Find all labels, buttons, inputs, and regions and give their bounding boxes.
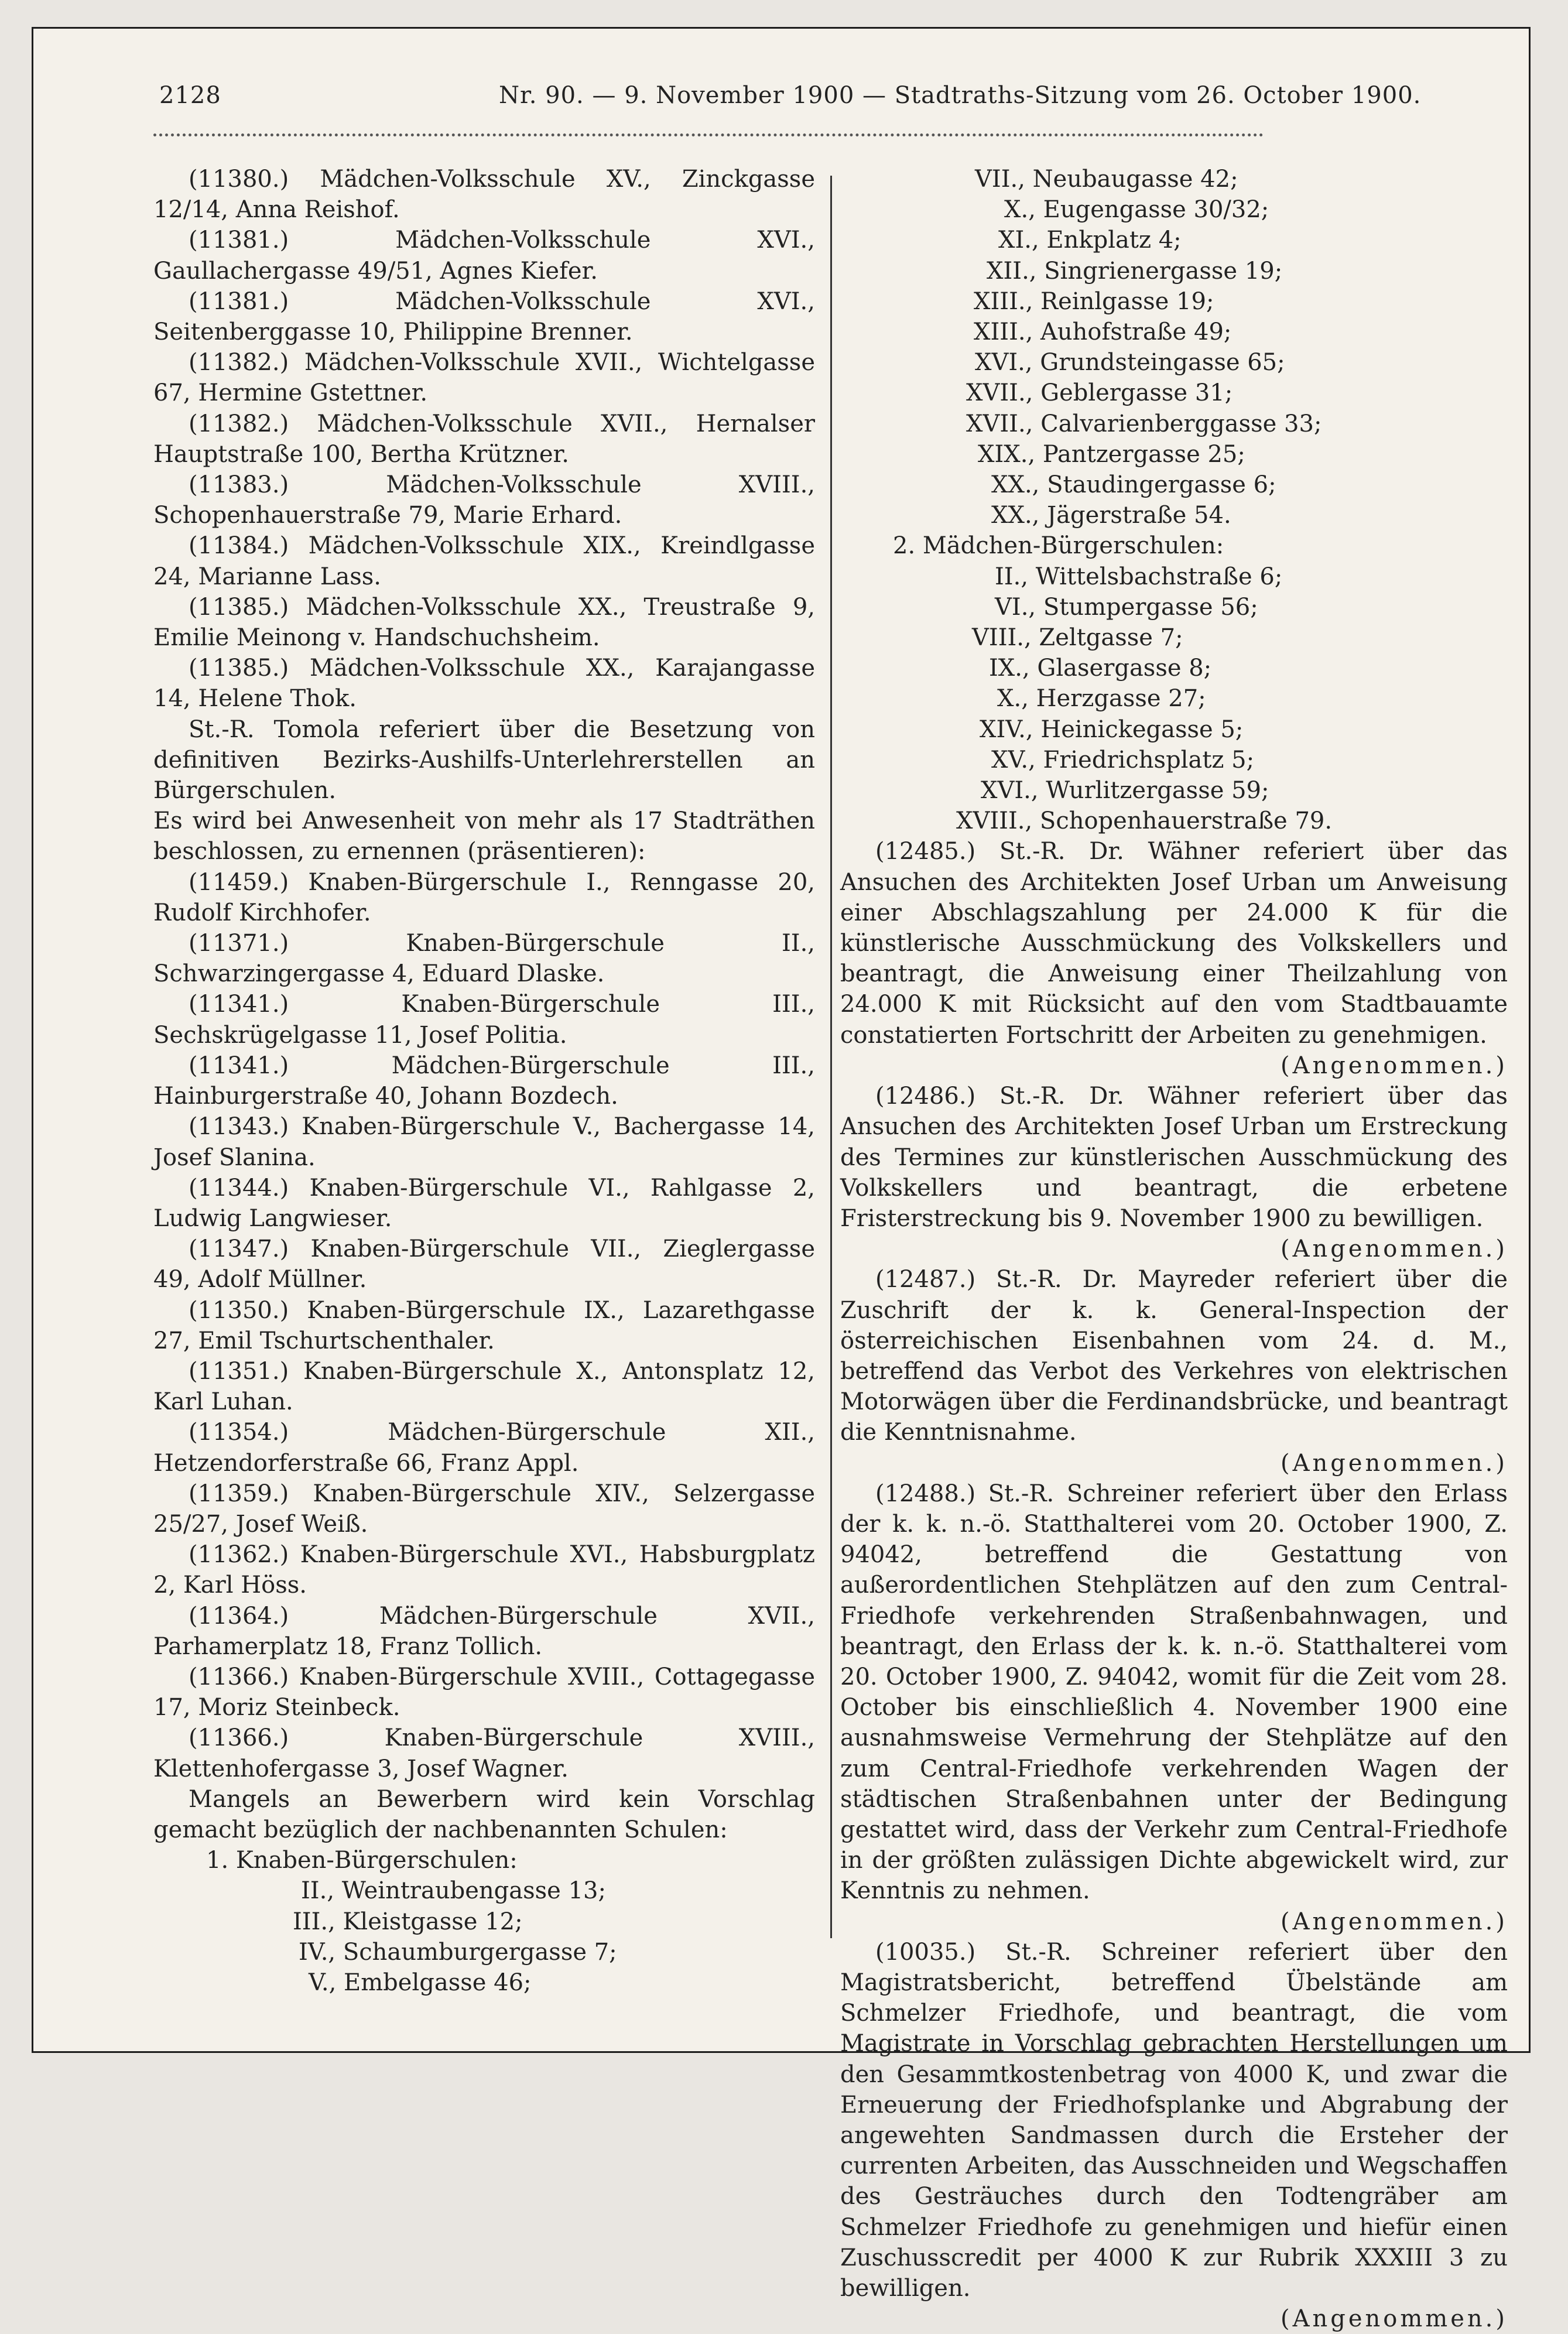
- entry-paragraph: (11341.) Mädchen-Bürgerschule III., Hainburgerstraße 40, Johann Bozdech.: [153, 1052, 815, 1110]
- list-item: XIV., Heinickegasse 5;: [980, 716, 1244, 743]
- column-divider: [830, 176, 832, 1938]
- motion-paragraph: (12486.) St.-R. Dr. Wähner referiert über das Ansuchen des Architekten Josef Urban um Erstreckung des Termines zur künstlerischen Ausschmückung des Volkskellers und beantragt, die erbetene Fristerstreckung bis 9. November 1900 zu bewilligen.: [840, 1083, 1508, 1232]
- list-item: XVIII., Schopenhauerstraße 79.: [956, 807, 1333, 835]
- running-title: Nr. 90. — 9. November 1900 — Stadtraths-Sitzung vom 26. October 1900.: [499, 82, 1422, 109]
- list-item: II., Wittelsbachstraße 6;: [995, 563, 1283, 590]
- entry-paragraph: (11362.) Knaben-Bürgerschule XVI., Habsburgplatz 2, Karl Höss.: [153, 1541, 815, 1599]
- list-item: XX., Staudingergasse 6;: [991, 471, 1276, 499]
- motion-result: (Angenommen.): [1281, 1052, 1508, 1079]
- page-number: 2128: [159, 82, 221, 109]
- motion-result: (Angenommen.): [1281, 1449, 1508, 1477]
- list-item: XVII., Calvarienberggasse 33;: [966, 410, 1322, 437]
- motion-result: (Angenommen.): [1281, 2305, 1508, 2333]
- entry-paragraph: (11371.) Knaben-Bürgerschule II., Schwarzingergasse 4, Eduard Dlaske.: [153, 930, 815, 988]
- list-item: XVII., Geblergasse 31;: [966, 379, 1233, 407]
- page-header: [124, 69, 1422, 110]
- list-item: XVI., Grundsteingasse 65;: [975, 349, 1285, 377]
- list-item: XII., Singrienergasse 19;: [987, 257, 1283, 285]
- entry-paragraph: (11384.) Mädchen-Volksschule XIX., Kreindlgasse 24, Marianne Lass.: [153, 532, 815, 590]
- entry-paragraph: (11343.) Knaben-Bürgerschule V., Bachergasse 14, Josef Slanina.: [153, 1113, 815, 1171]
- list-item: XIII., Reinlgasse 19;: [974, 288, 1214, 315]
- motion-paragraph: (12488.) St.-R. Schreiner referiert über den Erlass der k. k. n.-ö. Statthalterei vom 20. October 1900, Z. 94042, betreffend die Gestattung von außerordentlichen Stehplätzen auf den zum Central-Friedhofe verkehrenden Straßenbahnwagen, und beantragt, den Erlass der k. k. n.-ö. Statthalterei vom 20. October 1900, Z. 94042, womit für die Zeit vom 28. October bis einschließlich 4. November 1900 eine ausnahmsweise Vermehrung der Stehplätze auf den zum Central-Friedhofe verkehrenden Wagen der städtischen Straßenbahnen unter der Bedingung gestattet wird, dass der Verkehr zum Central-Friedhofe in der größten zulässigen Dichte abgewickelt wird, zur Kenntnis zu nehmen.: [840, 1480, 1508, 1905]
- entry-paragraph: (11350.) Knaben-Bürgerschule IX., Lazarethgasse 27, Emil Tschurtschenthaler.: [153, 1296, 815, 1354]
- entry-paragraph: (11385.) Mädchen-Volksschule XX., Karajangasse 14, Helene Thok.: [153, 655, 815, 713]
- entry-paragraph: (11366.) Knaben-Bürgerschule XVIII., Klettenhofergasse 3, Josef Wagner.: [153, 1724, 815, 1782]
- entry-paragraph: Mangels an Bewerbern wird kein Vorschlag gemacht bezüglich der nachbenannten Schulen:: [153, 1785, 815, 1843]
- list-item: VI., Stumpergasse 56;: [995, 593, 1258, 621]
- list-item: XI., Enkplatz 4;: [998, 227, 1182, 254]
- entry-paragraph: (11382.) Mädchen-Volksschule XVII., Wichtelgasse 67, Hermine Gstettner.: [153, 349, 815, 407]
- list-item: XX., Jägerstraße 54.: [991, 502, 1231, 529]
- entry-paragraph: (11380.) Mädchen-Volksschule XV., Zinckgasse 12/14, Anna Reishof.: [153, 166, 815, 224]
- list-item: III., Kleistgasse 12;: [293, 1908, 523, 1935]
- entry-paragraph: (11364.) Mädchen-Bürgerschule XVII., Parhamerplatz 18, Franz Tollich.: [153, 1602, 815, 1660]
- entry-paragraph: (11366.) Knaben-Bürgerschule XVIII., Cottagegasse 17, Moriz Steinbeck.: [153, 1663, 815, 1722]
- motion-paragraph: (12485.) St.-R. Dr. Wähner referiert über das Ansuchen des Architekten Josef Urban um Anweisung einer Abschlagszahlung per 24.000 K für die künstlerische Ausschmückung des Volkskellers und beantragt, die Anweisung einer Theilzahlung von 24.000 K mit Rücksicht auf den vom Stadtbauamte constatierten Fortschritt der Arbeiten zu genehmigen.: [840, 838, 1508, 1049]
- left-column: [153, 164, 815, 1998]
- motion-result: (Angenommen.): [1281, 1908, 1508, 1935]
- list-item: VII., Neubaugasse 42;: [975, 166, 1238, 193]
- list-item: IX., Glasergasse 8;: [989, 655, 1212, 682]
- list-item: XV., Friedrichsplatz 5;: [991, 746, 1255, 774]
- list-item: VIII., Zeltgasse 7;: [972, 624, 1183, 652]
- right-column: [840, 164, 1508, 2334]
- list-item: IV., Schaumburgergasse 7;: [299, 1938, 617, 1966]
- resolution-paragraph: Es wird bei Anwesenheit von mehr als 17 Stadträthen beschlossen, zu ernennen (präsentieren):: [153, 807, 815, 865]
- entry-paragraph: (11381.) Mädchen-Volksschule XVI., Seitenberggasse 10, Philippine Brenner.: [153, 288, 815, 346]
- list-item: II., Weintraubengasse 13;: [301, 1877, 606, 1905]
- entry-paragraph: (11385.) Mädchen-Volksschule XX., Treustraße 9, Emilie Meinong v. Handschuchsheim.: [153, 593, 815, 652]
- entry-paragraph: (11382.) Mädchen-Volksschule XVII., Hernalser Hauptstraße 100, Bertha Krützner.: [153, 410, 815, 468]
- list-item: V., Embelgasse 46;: [309, 1969, 532, 1996]
- list-heading: 1. Knaben-Bürgerschulen:: [206, 1847, 518, 1874]
- list-item: X., Herzgasse 27;: [997, 685, 1206, 713]
- list-item: X., Eugengasse 30/32;: [1004, 196, 1269, 224]
- entry-paragraph: (11354.) Mädchen-Bürgerschule XII., Hetzendorferstraße 66, Franz Appl.: [153, 1419, 815, 1477]
- entry-paragraph: (11344.) Knaben-Bürgerschule VI., Rahlgasse 2, Ludwig Langwieser.: [153, 1174, 815, 1232]
- list-item: XVI., Wurlitzergasse 59;: [981, 777, 1269, 805]
- entry-paragraph: St.-R. Tomola referiert über die Besetzung von definitiven Bezirks-Aushilfs-Unterlehrerstellen an Bürgerschulen.: [153, 716, 815, 805]
- entry-paragraph: (11347.) Knaben-Bürgerschule VII., Zieglergasse 49, Adolf Müllner.: [153, 1236, 815, 1293]
- header-rule: [153, 134, 1264, 136]
- entry-paragraph: (11351.) Knaben-Bürgerschule X., Antonsplatz 12, Karl Luhan.: [153, 1357, 815, 1416]
- entry-paragraph: (11341.) Knaben-Bürgerschule III., Sechskrügelgasse 11, Josef Politia.: [153, 991, 815, 1049]
- entry-paragraph: (11459.) Knaben-Bürgerschule I., Renngasse 20, Rudolf Kirchhofer.: [153, 868, 815, 926]
- entry-paragraph: (11383.) Mädchen-Volksschule XVIII., Schopenhauerstraße 79, Marie Erhard.: [153, 471, 815, 529]
- list-item: XIX., Pantzergasse 25;: [978, 440, 1245, 468]
- entry-paragraph: (11359.) Knaben-Bürgerschule XIV., Selzergasse 25/27, Josef Weiß.: [153, 1480, 815, 1538]
- list-heading: 2. Mädchen-Bürgerschulen:: [893, 532, 1224, 560]
- list-item: XIII., Auhofstraße 49;: [974, 319, 1232, 346]
- motion-paragraph: (12487.) St.-R. Dr. Mayreder referiert über die Zuschrift der k. k. General-Inspection der österreichischen Eisenbahnen vom 24. d. M., betreffend das Verbot des Verkehres von elektrischen Motorwägen über die Ferdinandsbrücke, und beantragt die Kenntnisnahme.: [840, 1266, 1508, 1446]
- motion-paragraph: (10035.) St.-R. Schreiner referiert über den Magistratsbericht, betreffend Übelstände am Schmelzer Friedhofe, und beantragt, die vom Magistrate in Vorschlag gebrachten Herstellungen um den Gesammtkostenbetrag von 4000 K, und zwar die Erneuerung der Friedhofsplanke und Abgrabung der angewehten Sandmassen durch die Ersteher der currenten Arbeiten, das Ausschneiden und Wegschaffen des Gesträuches durch den Todtengräber am Schmelzer Friedhofe zu genehmigen und hiefür einen Zuschusscredit per 4000 K zur Rubrik XXXIII 3 zu bewilligen.: [840, 1938, 1508, 2302]
- entry-paragraph: (11381.) Mädchen-Volksschule XVI., Gaullachergasse 49/51, Agnes Kiefer.: [153, 227, 815, 285]
- motion-result: (Angenommen.): [1281, 1236, 1508, 1263]
